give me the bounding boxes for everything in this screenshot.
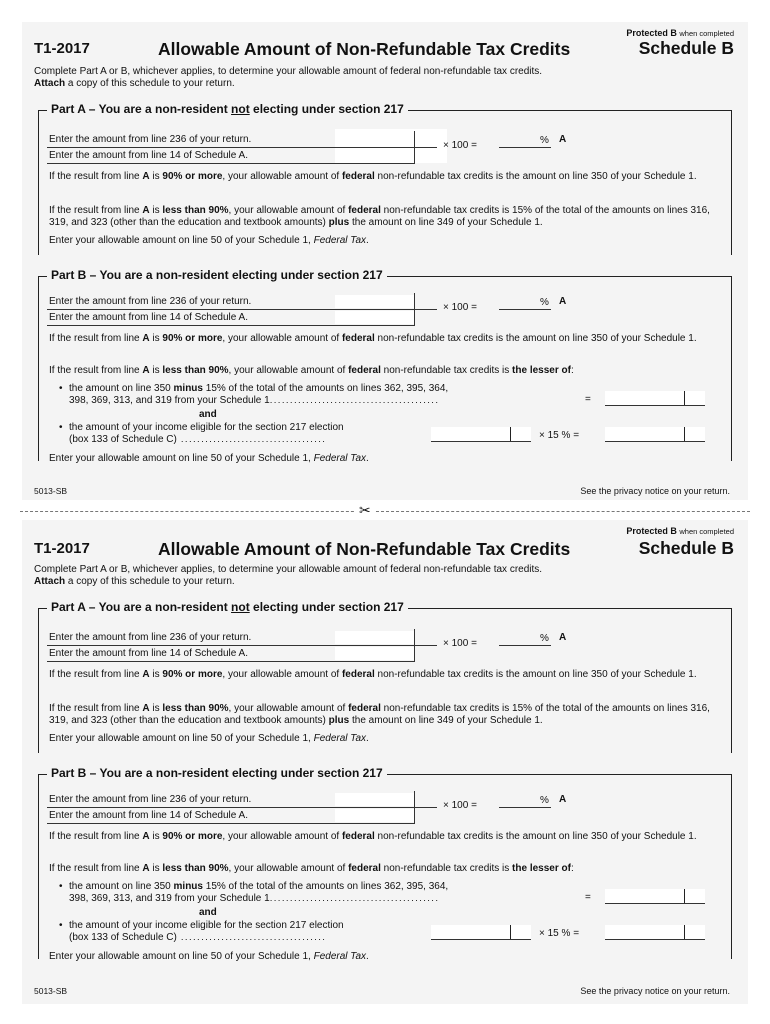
part-a-percent-sign: % [540,135,549,146]
part-b-bullet-2: the amount of your income eligible for the section 217 election (box 133 of Schedule C) .................................... [69,422,344,445]
part-a-line14-label: Enter the amount from line 14 of Schedule A. [49,150,249,161]
part-a-line-letter: A [559,134,567,145]
protected-label: Protected B when completed [626,28,734,38]
part-b-line236-field[interactable] [335,295,414,308]
part-b-line236-label: Enter the amount from line 236 of your return. [49,296,252,307]
part-a-percent-sign: % [540,633,549,644]
part-b-line-letter: A [559,296,567,307]
protected-label: Protected B when completed [626,526,734,536]
part-a-rule-less-than-90: If the result from line A is less than 90%, your allowable amount of federal non-refundable tax credits is 15% of the total of the amounts on lines 316, 319, and 323 (other than the education and textbook amounts) plus the amount on line 349 of your Schedule 1. [49,205,710,228]
part-a-title: Part A – You are a non-resident not electing under section 217 [47,600,408,614]
part-b-times15: × 15 % = [539,928,580,939]
form-code: 5013-SB [34,486,68,496]
part-b-rule-less-than-90: If the result from line A is less than 90%, your allowable amount of federal non-refundable tax credits is the lesser of: [49,863,574,874]
part-b-box133-field[interactable] [431,925,531,939]
part-b-times100: × 100 = [443,800,477,811]
part-b-section [38,268,732,464]
part-a-enter-instruction: Enter your allowable amount on line 50 of your Schedule 1, Federal Tax. [49,733,369,744]
part-b-bullet-1: the amount on line 350 minus 15% of the total of the amounts on lines 362, 395, 364, 398, 369, 313, and 319 from your Schedule 1.......................................... [69,881,449,904]
part-b-percent-field[interactable] [499,794,539,806]
intro-text: Complete Part A or B, whichever applies, to determine your allowable amount of federal non-refundable tax credits. Attach a copy of this schedule to your return. [34,66,543,89]
cut-line [20,511,750,512]
part-a-line236-field[interactable] [335,133,414,146]
intro-text: Complete Part A or B, whichever applies, to determine your allowable amount of federal non-refundable tax credits. Attach a copy of this schedule to your return. [34,564,543,587]
part-b-bullet-1: the amount on line 350 minus 15% of the total of the amounts on lines 362, 395, 364, 398, 369, 313, and 319 from your Schedule 1.......................................... [69,383,449,406]
privacy-notice: See the privacy notice on your return. [580,486,730,496]
part-b-percent-sign: % [540,297,549,308]
part-a-line236-label: Enter the amount from line 236 of your return. [49,632,252,643]
form-code: 5013-SB [34,986,68,996]
part-a-line-letter: A [559,632,567,643]
page-title: Allowable Amount of Non-Refundable Tax Credits [158,539,571,559]
part-b-line14-field[interactable] [335,311,414,324]
part-b-rule-less-than-90: If the result from line A is less than 90%, your allowable amount of federal non-refundable tax credits is the lesser of: [49,365,574,376]
part-b-section [38,766,732,962]
part-b-bullet1-result-field[interactable] [605,391,705,405]
part-a-percent-field[interactable] [499,632,539,644]
part-b-and: and [199,907,217,918]
part-a-rule-90-or-more: If the result from line A is 90% or more, your allowable amount of federal non-refundable tax credits is the amount on line 350 of your Schedule 1. [49,669,697,680]
part-a-line236-field[interactable] [335,631,414,644]
bullet-dot: • [59,383,63,394]
bullet-dot: • [59,881,63,892]
part-a-line14-field[interactable] [335,149,414,162]
part-a-times100: × 100 = [443,140,477,151]
schedule-label: Schedule B [638,38,734,58]
page-title: Allowable Amount of Non-Refundable Tax Credits [158,39,571,59]
part-a-title: Part A – You are a non-resident not electing under section 217 [47,102,408,116]
part-b-rule-90-or-more: If the result from line A is 90% or more, your allowable amount of federal non-refundable tax credits is the amount on line 350 of your Schedule 1. [49,831,697,842]
part-b-line14-label: Enter the amount from line 14 of Schedule A. [49,312,249,323]
part-b-bullet2-result-field[interactable] [605,925,705,939]
part-a-section [38,600,732,753]
part-b-times15: × 15 % = [539,430,580,441]
part-b-percent-sign: % [540,795,549,806]
schedule-copy-2 [22,520,748,1004]
part-a-rule-90-or-more: If the result from line A is 90% or more, your allowable amount of federal non-refundable tax credits is the amount on line 350 of your Schedule 1. [49,171,697,182]
schedule-copy-1 [22,22,748,500]
part-b-bullet-2: the amount of your income eligible for the section 217 election (box 133 of Schedule C) .................................... [69,920,344,943]
part-a-rule-less-than-90: If the result from line A is less than 90%, your allowable amount of federal non-refundable tax credits is 15% of the total of the amounts on lines 316, 319, and 323 (other than the education and textbook amounts) plus the amount on line 349 of your Schedule 1. [49,703,710,726]
part-a-line14-label: Enter the amount from line 14 of Schedule A. [49,648,249,659]
privacy-notice: See the privacy notice on your return. [580,986,730,996]
part-b-line14-label: Enter the amount from line 14 of Schedule A. [49,810,249,821]
part-a-times100: × 100 = [443,638,477,649]
form-id: T1-2017 [34,540,90,557]
part-b-enter-instruction: Enter your allowable amount on line 50 of your Schedule 1, Federal Tax. [49,453,369,464]
part-b-equals: = [585,892,591,903]
part-a-enter-instruction: Enter your allowable amount on line 50 of your Schedule 1, Federal Tax. [49,235,369,246]
part-a-line236-label: Enter the amount from line 236 of your return. [49,134,252,145]
part-b-times100: × 100 = [443,302,477,313]
part-b-enter-instruction: Enter your allowable amount on line 50 of your Schedule 1, Federal Tax. [49,951,369,962]
schedule-label: Schedule B [638,538,734,558]
bullet-dot: • [59,422,63,433]
part-b-title: Part B – You are a non-resident electing under section 217 [47,268,387,282]
part-b-line236-label: Enter the amount from line 236 of your return. [49,794,252,805]
part-b-and: and [199,409,217,420]
part-b-line236-field[interactable] [335,793,414,806]
part-b-bullet1-result-field[interactable] [605,889,705,903]
part-b-line-letter: A [559,794,567,805]
part-b-title: Part B – You are a non-resident electing under section 217 [47,766,387,780]
part-b-box133-field[interactable] [431,427,531,441]
part-a-section [38,102,732,255]
part-b-bullet2-result-field[interactable] [605,427,705,441]
part-b-percent-field[interactable] [499,296,539,308]
part-b-equals: = [585,394,591,405]
scissors-icon: ✂ [355,502,375,519]
part-b-line14-field[interactable] [335,809,414,822]
part-b-rule-90-or-more: If the result from line A is 90% or more, your allowable amount of federal non-refundable tax credits is the amount on line 350 of your Schedule 1. [49,333,697,344]
form-id: T1-2017 [34,40,90,57]
bullet-dot: • [59,920,63,931]
part-a-percent-field[interactable] [499,134,539,146]
part-a-line14-field[interactable] [335,647,414,660]
